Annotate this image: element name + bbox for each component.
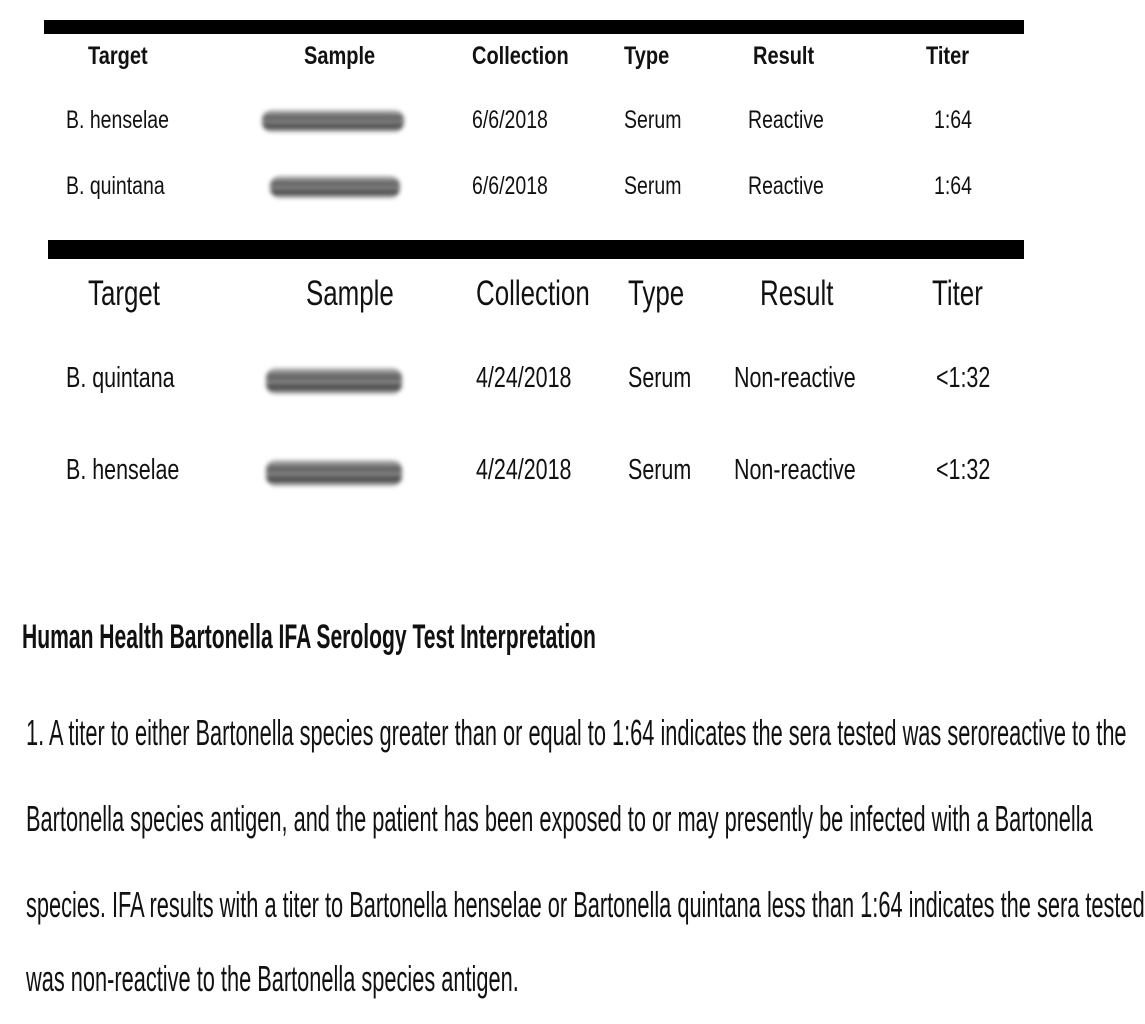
redacted-sample [262,110,404,132]
interpretation-line: 1. A titer to either Bartonella species greater than or equal to 1:64 indicates the sera tested was seroreactive to the [26,712,1127,753]
col-header-type: Type [628,274,685,313]
cell-collection: 6/6/2018 [472,106,548,134]
interpretation-heading: Human Health Bartonella IFA Serology Test Interpretation [22,618,596,656]
cell-titer: <1:32 [936,362,991,394]
cell-collection: 6/6/2018 [472,172,548,200]
cell-titer: <1:32 [936,454,991,486]
interpretation-line: Bartonella species antigen, and the patient has been exposed to or may presently be infected with a Bartonella [26,798,1093,839]
col-header-sample: Sample [306,274,394,313]
cell-result: Reactive [748,172,824,200]
cell-titer: 1:64 [934,106,972,134]
cell-titer: 1:64 [934,172,972,200]
cell-target: B. quintana [66,172,165,200]
cell-target: B. henselae [66,454,180,486]
cell-type: Serum [628,454,692,486]
col-header-collection: Collection [476,274,590,313]
cell-target: B. henselae [66,106,169,134]
col-header-collection: Collection [472,42,569,70]
col-header-target: Target [88,42,148,70]
middle-rule [48,240,1024,259]
col-header-sample: Sample [304,42,376,70]
redacted-sample [266,460,402,486]
cell-result: Reactive [748,106,824,134]
cell-collection: 4/24/2018 [476,362,572,394]
cell-result: Non-reactive [734,454,856,486]
interpretation-line: was non-reactive to the Bartonella species antigen. [26,958,519,999]
cell-target: B. quintana [66,362,175,394]
redacted-sample [266,368,402,394]
top-rule [44,20,1024,34]
col-header-result: Result [753,42,815,70]
cell-collection: 4/24/2018 [476,454,572,486]
col-header-target: Target [88,274,160,313]
col-header-type: Type [624,42,670,70]
col-header-result: Result [760,274,834,313]
cell-type: Serum [628,362,692,394]
col-header-titer: Titer [926,42,969,70]
cell-type: Serum [624,172,682,200]
redacted-sample [270,176,400,198]
cell-type: Serum [624,106,682,134]
cell-result: Non-reactive [734,362,856,394]
interpretation-line: species. IFA results with a titer to Bartonella henselae or Bartonella quintana less than 1:64 indicates the sera tested [26,884,1145,925]
col-header-titer: Titer [932,274,983,313]
